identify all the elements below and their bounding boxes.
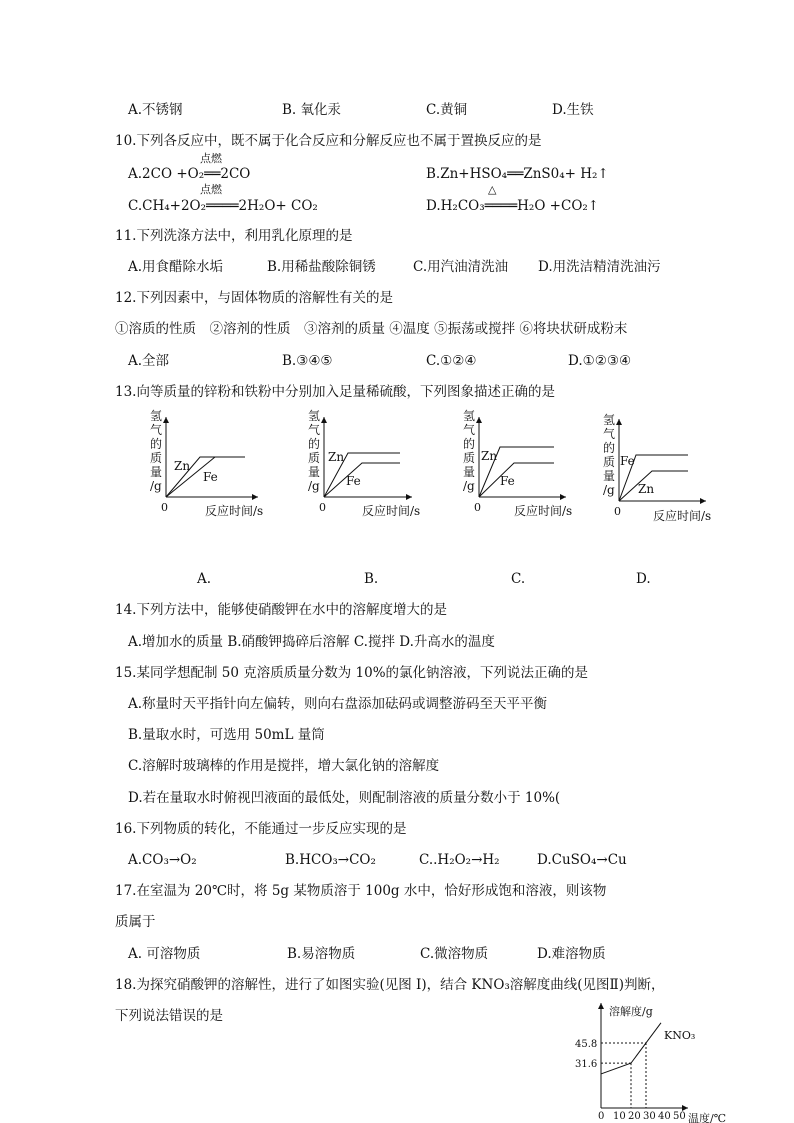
q11-option-a: A.用食醋除水垢 — [128, 259, 224, 275]
q17-stem-cont: 质属于 — [115, 914, 156, 930]
q12-option-c: C.①②④ — [426, 353, 477, 369]
q13-graph-b — [308, 409, 420, 518]
y-label-char: 气 — [463, 423, 476, 437]
q17-option-b: B.易溶物质 — [287, 946, 356, 962]
kno3-solubility-chart — [570, 995, 750, 1123]
q15-option-c: C.溶解时玻璃棒的作用是搅拌，增大氯化钠的溶解度 — [128, 758, 440, 774]
q9-option-b: B. 氧化汞 — [282, 102, 342, 118]
y-label-char: /g — [150, 479, 162, 493]
q15-option-b: B.量取水时，可选用 50mL 量筒 — [128, 727, 325, 743]
q13-label-a: A. — [197, 571, 212, 587]
q10-option-d: D.H₂CO₃════H₂O +CO₂↑ — [426, 198, 600, 214]
y-label-char: 质 — [603, 455, 616, 469]
q10-option-c: C.CH₄+2O₂════2H₂O+ CO₂ — [128, 198, 318, 214]
q9-option-c: C.黄铜 — [426, 102, 468, 118]
q11-option-b: B.用稀盐酸除铜锈 — [267, 259, 376, 275]
x-axis-label: 温度/℃ — [688, 1112, 727, 1123]
y-label-char: 量 — [308, 465, 321, 479]
x-axis-label: 反应时间/s — [514, 504, 573, 518]
y-label-char: 量 — [150, 465, 163, 479]
q17-stem: 17.在室温为 20℃时，将 5g 某物质溶于 100g 水中，恰好形成饱和溶液，则该物 — [115, 883, 607, 899]
y-tick-label: 45.8 — [575, 1038, 598, 1050]
q16-option-c: C..H₂O₂→H₂ — [419, 852, 500, 868]
q13-graph-c — [463, 409, 572, 518]
x-tick-label: 40 — [658, 1111, 671, 1122]
y-label-char: 氢 — [603, 413, 616, 427]
y-label-char: 的 — [150, 437, 163, 451]
y-label-char: 氢 — [150, 409, 163, 423]
q12-option-a: A.全部 — [128, 353, 170, 369]
q13-graph-d — [603, 413, 711, 523]
q18-stem: 18.为探究硝酸钾的溶解性，进行了如图实验(见图 I)，结合 KNO₃溶解度曲线(见图Ⅱ)判断， — [115, 977, 665, 993]
origin-label: 0 — [319, 501, 326, 514]
q10-stem: 10.下列各反应中，既不属于化合反应和分解反应也不属于置换反应的是 — [115, 133, 542, 149]
q14-stem: 14.下列方法中，能够使硝酸钾在水中的溶解度增大的是 — [115, 602, 447, 618]
y-label-char: /g — [463, 479, 475, 493]
q13-label-d: D. — [636, 571, 651, 587]
q12-option-b: B.③④⑤ — [282, 353, 333, 369]
y-label-char: 气 — [308, 423, 321, 437]
q10-option-b: B.Zn+HSO₄══ZnS0₄+ H₂↑ — [426, 166, 609, 182]
y-label-char: 量 — [463, 465, 476, 479]
q9-option-d: D.生铁 — [552, 102, 594, 118]
q13-label-c: C. — [511, 571, 526, 587]
q17-option-d: D.难溶物质 — [537, 946, 606, 962]
q10-option-a: A.2CO +O₂══2CO — [128, 166, 251, 182]
x-tick-label: 50 — [673, 1111, 686, 1122]
q18-stem-cont: 下列说法错误的是 — [115, 1008, 223, 1024]
y-axis-label: 溶解度/g — [609, 1005, 653, 1018]
x-ticks — [598, 1111, 686, 1122]
zn-label: Zn — [328, 450, 345, 464]
kno3-curve — [601, 1023, 661, 1074]
q14-options: A.增加水的质量 B.硝酸钾捣碎后溶解 C.搅拌 D.升高水的温度 — [128, 634, 495, 650]
q16-option-b: B.HCO₃→CO₂ — [285, 852, 376, 868]
x-tick-label: 0 — [598, 1111, 605, 1122]
y-label-char: 质 — [150, 451, 163, 465]
origin-label: 0 — [161, 501, 168, 514]
q16-stem: 16.下列物质的转化，不能通过一步反应实现的是 — [115, 821, 407, 837]
q13-graphs — [0, 405, 794, 535]
q16-option-d: D.CuSO₄→Cu — [537, 852, 627, 868]
fe-label: Fe — [346, 474, 361, 488]
y-label-char: 量 — [603, 469, 616, 483]
y-label-char: 氢 — [308, 409, 321, 423]
zn-label: Zn — [174, 459, 191, 473]
q10-a-condition: 点燃 — [200, 152, 222, 165]
zn-label: Zn — [638, 482, 655, 496]
fe-line — [324, 463, 400, 497]
fe-label: Fe — [500, 474, 515, 488]
y-tick-label: 31.6 — [575, 1059, 598, 1071]
y-label-char: 质 — [463, 451, 476, 465]
q10-d-condition: △ — [488, 183, 497, 196]
q11-stem: 11.下列洗涤方法中，利用乳化原理的是 — [115, 228, 353, 244]
y-label-char: 气 — [603, 427, 616, 441]
x-axis-label: 反应时间/s — [205, 504, 264, 518]
q17-option-a: A. 可溶物质 — [128, 946, 201, 962]
q12-factors: ①溶质的性质 ②溶剂的性质 ③溶剂的质量 ④温度 ⑤振荡或搅拌 ⑥将块状研成粉末 — [115, 321, 628, 337]
q12-option-d: D.①②③④ — [568, 353, 632, 369]
q15-option-a: A.称量时天平指针向左偏转，则向右盘添加砝码或调整游码至天平平衡 — [128, 696, 548, 712]
x-tick-label: 30 — [643, 1111, 656, 1122]
y-label-char: /g — [308, 479, 320, 493]
series-label: KNO₃ — [664, 1029, 696, 1042]
x-axis-label: 反应时间/s — [653, 509, 712, 523]
q13-stem: 13.向等质量的锌粉和铁粉中分别加入足量稀硫酸，下列图象描述正确的是 — [115, 384, 555, 400]
q11-option-d: D.用洗洁精清洗油污 — [538, 259, 661, 275]
y-label-char: 气 — [150, 423, 163, 437]
q13-label-b: B. — [364, 571, 379, 587]
zn-label: Zn — [481, 449, 498, 463]
q11-option-c: C.用汽油清洗油 — [413, 259, 509, 275]
q17-option-c: C.微溶物质 — [420, 946, 489, 962]
x-tick-label: 20 — [628, 1111, 641, 1122]
q10-c-condition: 点燃 — [200, 183, 222, 196]
q13-graph-a — [150, 409, 263, 518]
fe-label: Fe — [620, 454, 635, 468]
x-tick-label: 10 — [613, 1111, 626, 1122]
y-label-char: 的 — [463, 437, 476, 451]
x-axis-label: 反应时间/s — [362, 504, 421, 518]
y-label-char: 氢 — [463, 409, 476, 423]
y-label-char: 质 — [308, 451, 321, 465]
q15-option-d: D.若在量取水时俯视凹液面的最低处，则配制溶液的质量分数小于 10%( — [128, 790, 561, 806]
origin-label: 0 — [474, 501, 481, 514]
y-label-char: 的 — [603, 441, 616, 455]
fe-label: Fe — [203, 470, 218, 484]
fe-line — [479, 463, 554, 497]
series-marks — [601, 1023, 661, 1108]
q9-option-a: A.不锈钢 — [128, 102, 183, 118]
y-label-char: /g — [603, 483, 615, 497]
origin-label: 0 — [614, 505, 621, 518]
y-ticks — [575, 1039, 597, 1070]
q15-stem: 15.某同学想配制 50 克溶质质量分数为 10%的氯化钠溶液，下列说法正确的是 — [115, 665, 589, 681]
y-label-char: 的 — [308, 437, 321, 451]
q16-option-a: A.CO₃→O₂ — [128, 852, 197, 868]
q12-stem: 12.下列因素中，与固体物质的溶解性有关的是 — [115, 290, 393, 306]
